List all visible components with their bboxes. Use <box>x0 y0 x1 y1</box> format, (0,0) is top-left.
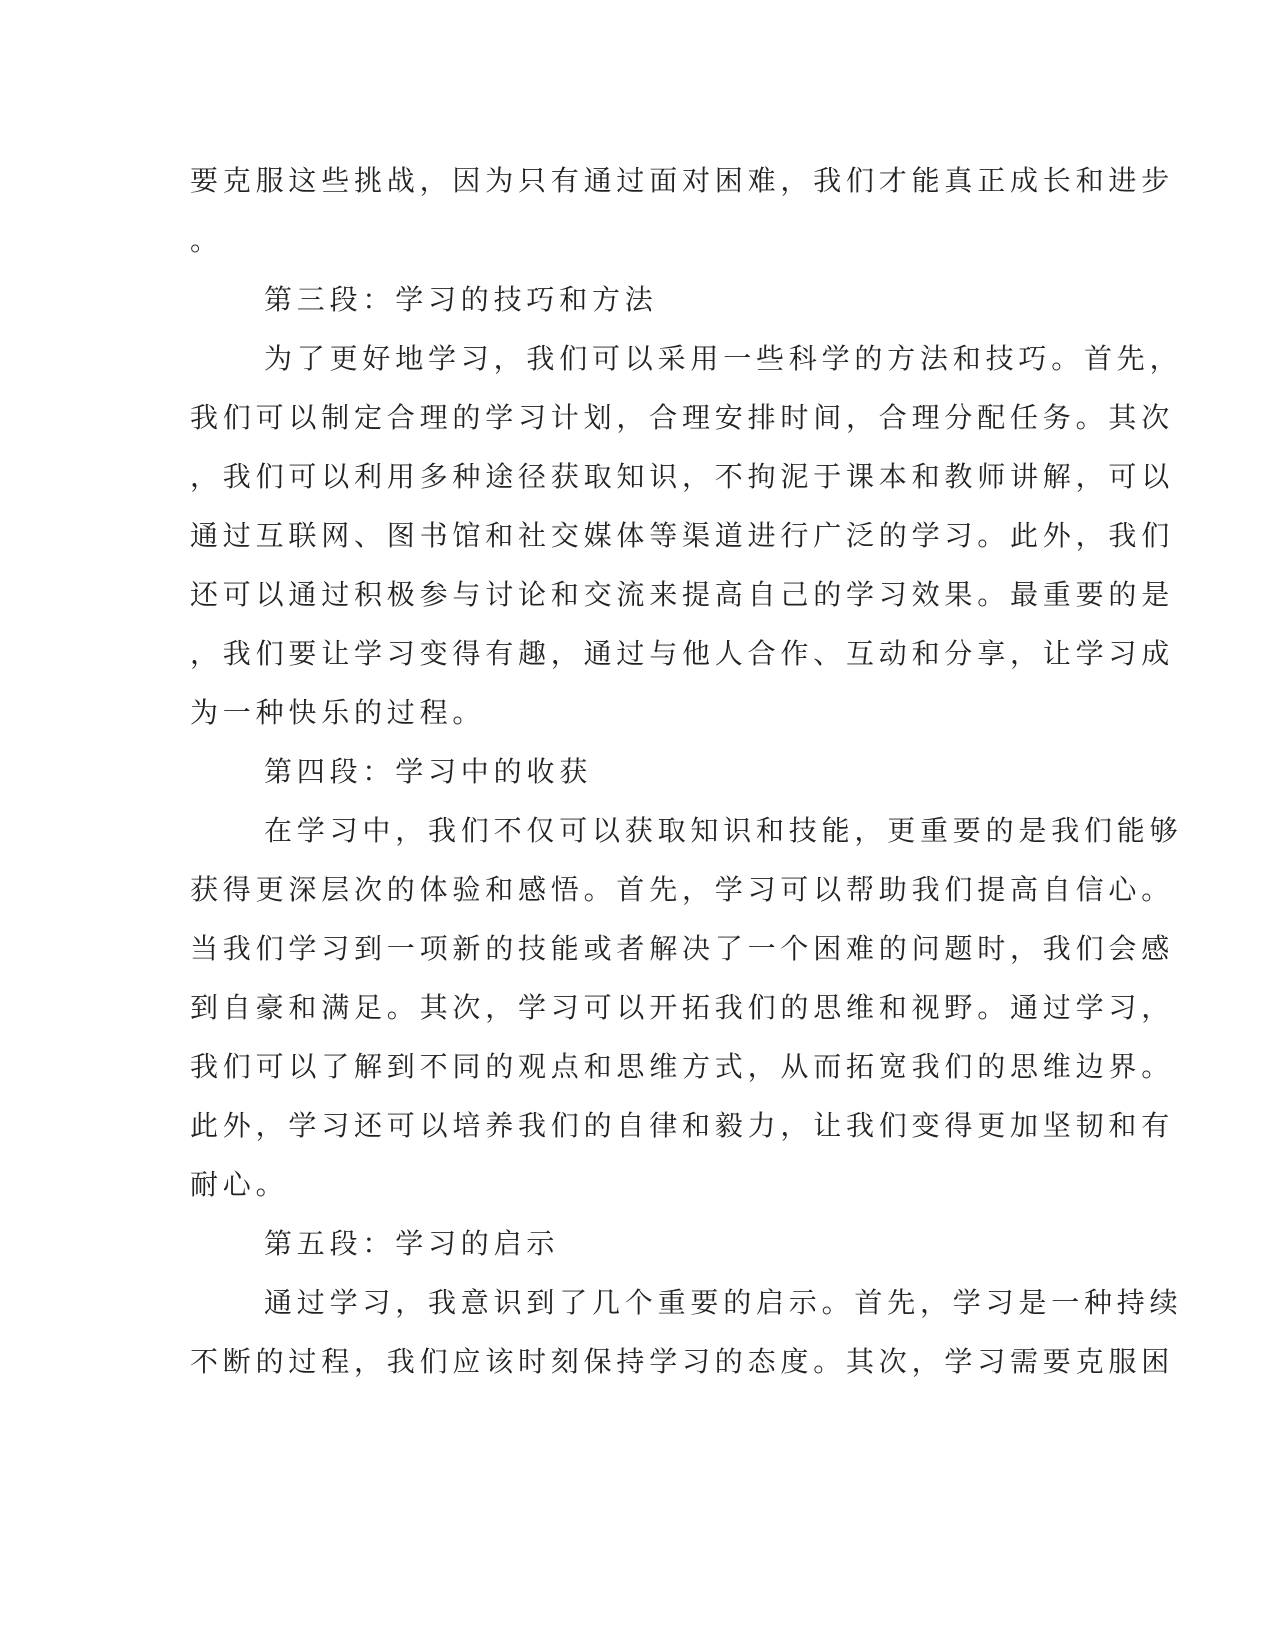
text-line: 我们可以制定合理的学习计划，合理安排时间，合理分配任务。其次 <box>190 401 1175 434</box>
text-line: 获得更深层次的体验和感悟。首先，学习可以帮助我们提高自信心。 <box>190 873 1175 906</box>
section-heading: 第五段：学习的启示 <box>264 1227 560 1260</box>
text-line: 在学习中，我们不仅可以获取知识和技能，更重要的是我们能够 <box>264 814 1183 847</box>
text-line: 要克服这些挑战，因为只有通过面对困难，我们才能真正成长和进步 <box>190 164 1175 197</box>
text-line: 到自豪和满足。其次，学习可以开拓我们的思维和视野。通过学习， <box>190 991 1175 1024</box>
text-line: 为了更好地学习，我们可以采用一些科学的方法和技巧。首先， <box>264 342 1183 375</box>
text-line: 为一种快乐的过程。 <box>190 696 486 729</box>
text-line: ，我们要让学习变得有趣，通过与他人合作、互动和分享，让学习成 <box>190 637 1175 670</box>
text-line: 通过学习，我意识到了几个重要的启示。首先，学习是一种持续 <box>264 1286 1183 1319</box>
text-line: 。 <box>190 224 223 257</box>
text-line: 不断的过程，我们应该时刻保持学习的态度。其次，学习需要克服困 <box>190 1345 1175 1378</box>
text-line: 当我们学习到一项新的技能或者解决了一个困难的问题时，我们会感 <box>190 932 1175 965</box>
text-line: 耐心。 <box>190 1168 289 1201</box>
text-line: 我们可以了解到不同的观点和思维方式，从而拓宽我们的思维边界。 <box>190 1050 1175 1083</box>
text-line: ，我们可以利用多种途径获取知识，不拘泥于课本和教师讲解，可以 <box>190 460 1175 493</box>
text-line: 还可以通过积极参与讨论和交流来提高自己的学习效果。最重要的是 <box>190 578 1175 611</box>
text-line: 此外，学习还可以培养我们的自律和毅力，让我们变得更加坚韧和有 <box>190 1109 1175 1142</box>
section-heading: 第三段：学习的技巧和方法 <box>264 283 658 316</box>
text-line: 通过互联网、图书馆和社交媒体等渠道进行广泛的学习。此外，我们 <box>190 519 1175 552</box>
section-heading: 第四段：学习中的收获 <box>264 755 593 788</box>
